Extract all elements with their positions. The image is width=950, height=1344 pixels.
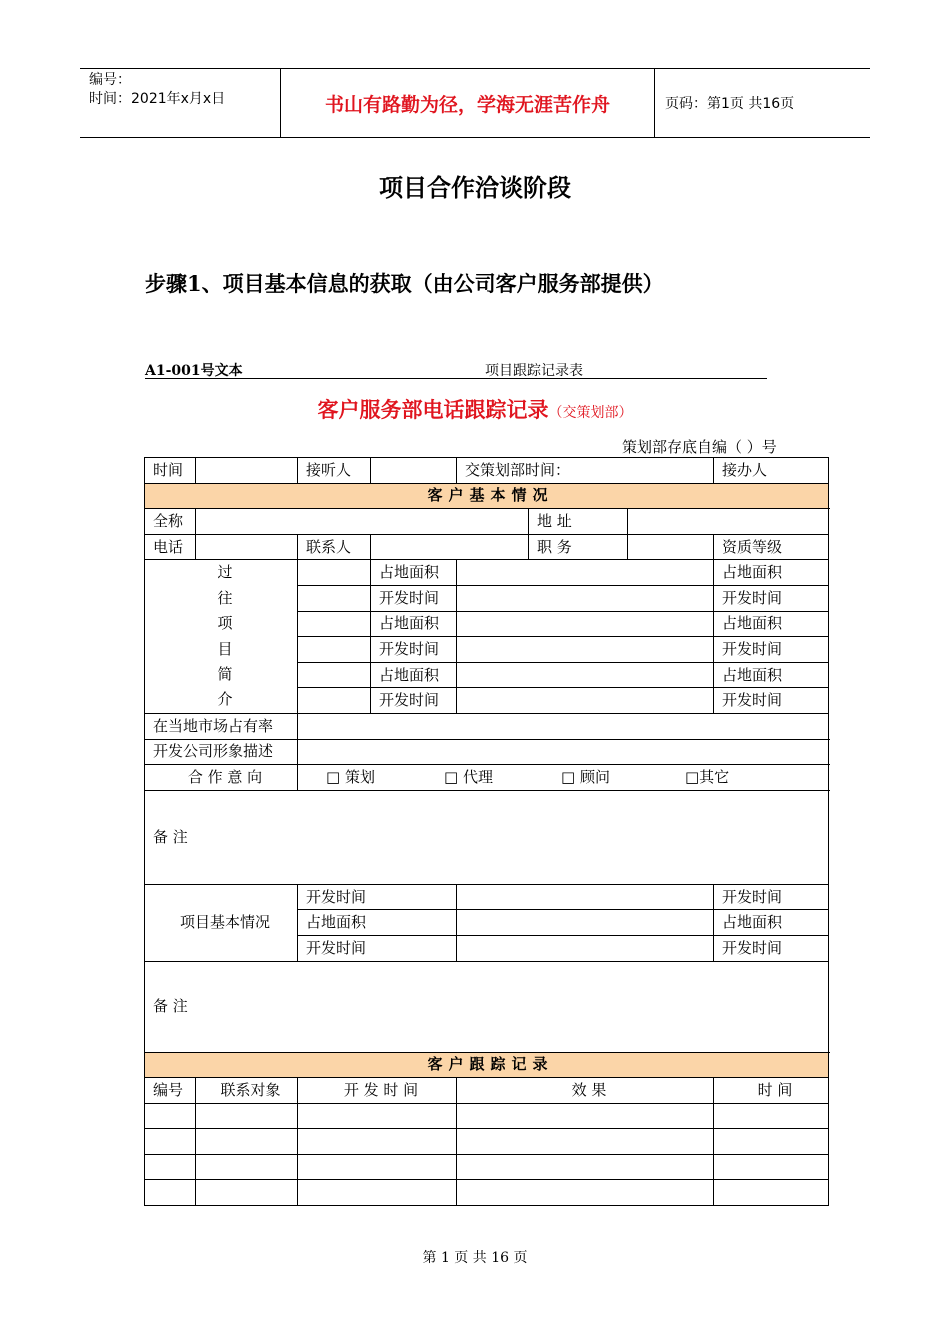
image-desc-label: 开发公司形象描述 (145, 739, 298, 765)
past-project-field[interactable] (298, 560, 371, 586)
doc-number-line (145, 360, 767, 379)
dev-time-label: 开发时间 (714, 935, 829, 961)
dev-time-label: 开发时间 (714, 884, 829, 910)
market-share-label: 在当地市场占有率 (145, 713, 298, 739)
plan-number: 策划部存底自编（ ）号 (622, 438, 777, 456)
coop-intent-options (298, 765, 829, 791)
coop-intent-label: 合 作 意 向 (145, 765, 298, 791)
cell[interactable] (714, 1129, 829, 1155)
land-area-label: 占地面积 (371, 662, 457, 688)
time-label: 时间：2021年x月x日 (89, 91, 226, 107)
dev-time-label: 开发时间 (714, 585, 829, 611)
col-effect: 效 果 (457, 1078, 714, 1104)
col-time: 时 间 (714, 1078, 829, 1104)
time-label-cell: 时间 (145, 458, 196, 484)
land-area-field[interactable] (457, 560, 714, 586)
dev-time-field[interactable] (457, 884, 714, 910)
intent-option-planning[interactable]: □ 策划 (326, 767, 375, 786)
land-area-label: 占地面积 (371, 560, 457, 586)
step-heading: 步骤1、项目基本信息的获取（由公司客户服务部提供） (145, 271, 664, 296)
cell[interactable] (714, 1154, 829, 1180)
form-title-main: 客户服务部电话跟踪记录 (317, 398, 549, 422)
basic-info-band: 客户基本情况 (145, 483, 829, 509)
land-area-label: 占地面积 (714, 611, 829, 637)
dev-time-label: 开发时间 (371, 688, 457, 714)
header-meta (80, 69, 281, 137)
dev-time-field[interactable] (457, 637, 714, 663)
cell[interactable] (145, 1180, 196, 1206)
col-number: 编号 (145, 1078, 196, 1104)
table-row (145, 1103, 829, 1129)
dev-time-field[interactable] (457, 688, 714, 714)
land-area-label: 占地面积 (714, 910, 829, 936)
land-area-label: 占地面积 (298, 910, 457, 936)
remark-area[interactable]: 备 注 (145, 961, 829, 1052)
position-label: 职 务 (529, 534, 628, 560)
cell[interactable] (298, 1154, 457, 1180)
handover-time-cell[interactable]: 交策划部时间： (457, 458, 714, 484)
tracking-record-band: 客户跟踪记录 (145, 1052, 829, 1078)
page-header (80, 68, 870, 138)
past-char: 目 (217, 639, 233, 658)
full-name-field[interactable] (196, 509, 529, 535)
dev-time-field[interactable] (457, 935, 714, 961)
address-label: 地 址 (529, 509, 628, 535)
intent-option-consulting[interactable]: □ 顾问 (561, 767, 610, 786)
past-project-field[interactable] (298, 585, 371, 611)
cell[interactable] (457, 1129, 714, 1155)
dev-time-label: 开发时间 (714, 688, 829, 714)
image-desc-field[interactable] (298, 739, 829, 765)
land-area-field[interactable] (457, 910, 714, 936)
header-motto: 书山有路勤为径，学海无涯苦作舟 (281, 69, 655, 137)
cell[interactable] (145, 1103, 196, 1129)
past-char: 过 (217, 563, 233, 582)
land-area-label: 占地面积 (714, 662, 829, 688)
receiver-label-cell: 接听人 (298, 458, 371, 484)
doc-name: 项目跟踪记录表 (485, 363, 583, 379)
cell[interactable] (145, 1129, 196, 1155)
land-area-field[interactable] (457, 611, 714, 637)
table-row (145, 1180, 829, 1206)
phone-field[interactable] (196, 534, 298, 560)
dev-time-label: 开发时间 (298, 884, 457, 910)
cell[interactable] (196, 1154, 298, 1180)
cell[interactable] (298, 1129, 457, 1155)
past-projects-label (145, 560, 298, 714)
dev-time-label: 开发时间 (371, 585, 457, 611)
past-char: 往 (217, 588, 233, 607)
header-page: 页码：第1页 共16页 (665, 96, 795, 112)
form-title-note: （交策划部） (548, 405, 633, 421)
market-share-field[interactable] (298, 713, 829, 739)
table-row (145, 1129, 829, 1155)
past-project-field[interactable] (298, 637, 371, 663)
receiver-field[interactable] (371, 458, 457, 484)
past-project-field[interactable] (298, 662, 371, 688)
form-row-header (145, 458, 829, 484)
cell[interactable] (196, 1129, 298, 1155)
page-footer: 第 1 页 共 16 页 (422, 1250, 528, 1266)
phone-label: 电话 (145, 534, 196, 560)
tracking-header-row (145, 1078, 829, 1104)
intent-option-other[interactable]: □其它 (685, 767, 730, 786)
cell[interactable] (298, 1180, 457, 1206)
cell[interactable] (145, 1154, 196, 1180)
dev-time-label: 开发时间 (298, 935, 457, 961)
position-field[interactable] (628, 534, 714, 560)
time-field[interactable] (196, 458, 298, 484)
form-title (0, 394, 950, 424)
past-char: 介 (217, 690, 233, 709)
project-basic-label: 项目基本情况 (145, 884, 298, 961)
dev-time-field[interactable] (457, 585, 714, 611)
past-project-field[interactable] (298, 611, 371, 637)
col-dev-time: 开 发 时 间 (298, 1078, 457, 1104)
address-field[interactable] (628, 509, 829, 535)
page-title: 项目合作洽谈阶段 (379, 174, 571, 202)
qualification-label: 资质等级 (714, 534, 829, 560)
contact-field[interactable] (371, 534, 529, 560)
land-area-label: 占地面积 (714, 560, 829, 586)
past-char: 项 (217, 614, 233, 633)
dev-time-label: 开发时间 (714, 637, 829, 663)
full-name-label: 全称 (145, 509, 196, 535)
cell[interactable] (196, 1103, 298, 1129)
table-row (145, 1154, 829, 1180)
past-project-field[interactable] (298, 688, 371, 714)
cell[interactable] (457, 1154, 714, 1180)
intent-option-agency[interactable]: □ 代理 (444, 767, 493, 786)
doc-number: A1-001号文本 (145, 363, 243, 379)
contact-label: 联系人 (298, 534, 371, 560)
cell[interactable] (196, 1180, 298, 1206)
col-contact: 联系对象 (196, 1078, 298, 1104)
cell[interactable] (457, 1103, 714, 1129)
past-char: 简 (217, 665, 233, 684)
cell[interactable] (457, 1180, 714, 1206)
dev-time-label: 开发时间 (371, 637, 457, 663)
number-label: 编号： (89, 72, 131, 88)
remark-area[interactable]: 备 注 (145, 790, 829, 884)
land-area-field[interactable] (457, 662, 714, 688)
cell[interactable] (714, 1180, 829, 1206)
tracking-form (144, 457, 829, 1206)
cell[interactable] (714, 1103, 829, 1129)
cell[interactable] (298, 1103, 457, 1129)
handler-label-cell: 接办人 (714, 458, 829, 484)
land-area-label: 占地面积 (371, 611, 457, 637)
